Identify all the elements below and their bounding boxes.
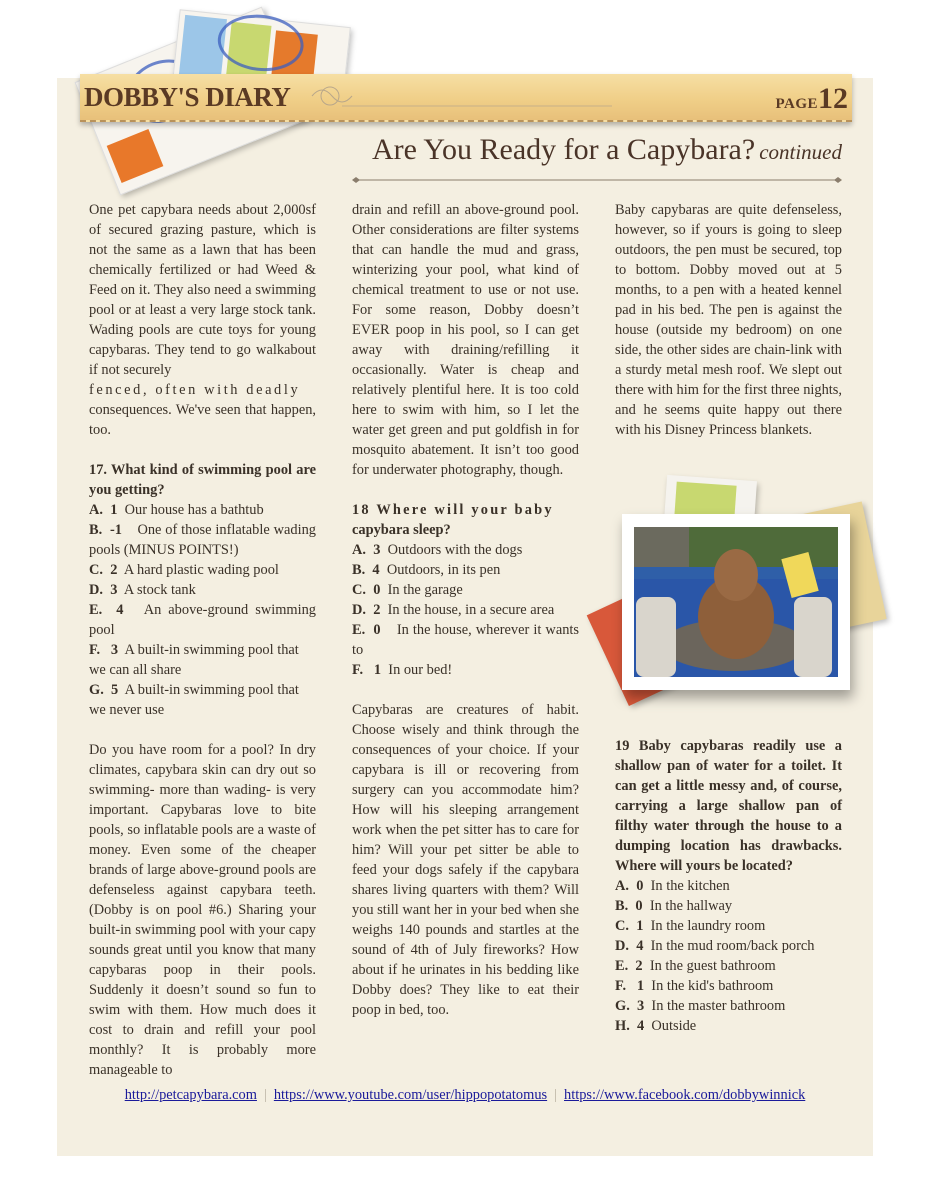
option-e <box>352 620 579 660</box>
option-label: F. <box>615 978 627 994</box>
option-f <box>89 640 316 680</box>
option-text: Outdoors, in its pen <box>386 562 501 578</box>
option-label: 0 <box>373 622 381 638</box>
option-e <box>89 600 316 640</box>
option-label: 4 <box>636 938 644 954</box>
option-label: 1 <box>636 918 644 934</box>
option-text: One of those inflatable wading pools (MINUS POINTS!) <box>89 522 316 558</box>
option-label: 2 <box>373 602 381 618</box>
column-3 <box>615 200 842 440</box>
option-label: F. <box>89 642 101 658</box>
paragraph-line: fenced, often with deadly <box>89 382 301 398</box>
option-label: E. <box>89 602 103 618</box>
option-text: An above-ground swimming pool <box>89 602 316 638</box>
option-d <box>615 936 842 956</box>
option-text: A hard plastic wading pool <box>123 562 279 578</box>
option-text: In the hallway <box>649 898 733 914</box>
brand-title: DOBBY'S DIARY <box>84 82 291 112</box>
option-label: D. <box>615 938 629 954</box>
option-c <box>352 580 579 600</box>
option-c <box>615 916 842 936</box>
option-label: 2 <box>635 958 643 974</box>
option-label: 0 <box>373 582 381 598</box>
option-label: 4 <box>637 1018 645 1034</box>
option-text: In the master bathroom <box>651 998 786 1014</box>
option-f <box>352 660 579 680</box>
article-title-continued: continued <box>759 140 842 164</box>
option-label: E. <box>352 622 366 638</box>
option-text: In the kid's bathroom <box>651 978 774 994</box>
paragraph: Do you have room for a pool? In dry climates, capybara skin can dry out so swimming- more than wading- is very important. Capybaras love to bite pools, so inflatable pools are a waste of money. Even some of the cheaper brands of large above-ground pools are defenseless against capybara teeth. (Dobby is on pool #6.) Sharing your built-in swimming pool with your capy sounds great until you know that many capybaras poop in their pools. Suddenly it doesn’t sound so fun to swim with them. How much does it cost to drain and refill your pool monthly? It is probably more manageable to <box>89 742 316 1078</box>
option-label: 3 <box>110 582 118 598</box>
option-label: H. <box>615 1018 630 1034</box>
option-label: G. <box>89 682 104 698</box>
column-3-question <box>615 736 842 1036</box>
option-label: 0 <box>635 898 643 914</box>
option-text: A built-in swimming pool that we never use <box>89 682 299 718</box>
option-c <box>89 560 316 580</box>
option-label: 1 <box>373 662 382 678</box>
flourish-ornament-icon <box>302 82 622 112</box>
option-h <box>615 1016 842 1036</box>
option-text: In the house, wherever it wants to <box>352 622 580 658</box>
option-text: In our bed! <box>388 662 453 678</box>
option-label: B. <box>352 562 366 578</box>
option-label: A. <box>352 542 366 558</box>
page-number-label <box>775 82 848 116</box>
option-label: B. <box>615 898 629 914</box>
option-text: Outdoors with the dogs <box>387 542 523 558</box>
option-text: In the kitchen <box>650 878 730 894</box>
option-label: G. <box>615 998 630 1014</box>
question-19: 19 Baby capybaras readily use a shallow pan of water for a toilet. It can get a little messy and, of course, carrying a large shallow pan of filthy water through the house to a dumping location has drawbacks. Where will yours be located? <box>615 738 842 874</box>
option-label: D. <box>352 602 366 618</box>
footer-links <box>57 1087 873 1104</box>
option-text: In the guest bathroom <box>649 958 776 974</box>
option-label: 4 <box>116 602 124 618</box>
option-label: 3 <box>637 998 645 1014</box>
option-b <box>89 520 316 560</box>
paragraph: Capybaras are creatures of habit. Choose wisely and think through the consequences of your choice. If your capybara is ill or recovering from surgery can you accommodate him? How will his sleeping arrangement work when the pet sitter has to care for him? Will your pet sitter be able to feed your dogs safely if the capybara shares living quarters with them? Will you still want her in your bed when she weighs 140 pounds and startles at the sound of 4th of July fireworks? How about if he urinates in his bedding like Dobby does? They like to eat their poop in bed, too. <box>352 702 580 1018</box>
option-label: A. <box>615 878 629 894</box>
option-label: 0 <box>636 878 644 894</box>
page-number: 12 <box>818 82 848 115</box>
option-a <box>89 500 316 520</box>
option-label: 1 <box>110 502 118 518</box>
question-17: 17. What kind of swimming pool are you getting? <box>89 462 316 498</box>
option-f <box>615 976 842 996</box>
option-label: 3 <box>110 642 119 658</box>
link-youtube[interactable]: https://www.youtube.com/user/hippopotatomus <box>273 1087 548 1103</box>
paragraph: Baby capybaras are quite defenseless, however, so if yours is going to sleep outdoors, the pen must be secured, top to bottom. Dobby moved out at 5 months, to a pen with a heated kennel pad in his bed. The pen is against the house (outside my bedroom) on one side, the other sides are chain-link with a sturdy metal mesh roof. We slept out there with him for the first three nights, and he seems quite happy out there with his Disney Princess blankets. <box>615 202 842 438</box>
option-g <box>89 680 316 720</box>
link-petcapybara[interactable]: http://petcapybara.com <box>124 1087 257 1103</box>
option-d <box>89 580 316 600</box>
option-b <box>352 560 579 580</box>
option-text: Our house has a bathtub <box>124 502 264 518</box>
option-g <box>615 996 842 1016</box>
option-e <box>615 956 842 976</box>
option-text: A stock tank <box>123 582 196 598</box>
option-label: -1 <box>109 522 122 538</box>
column-1 <box>89 200 316 1080</box>
option-text: Outside <box>651 1018 697 1034</box>
option-label: 4 <box>372 562 380 578</box>
separator: | <box>263 1087 267 1103</box>
header-banner <box>80 74 852 122</box>
separator: | <box>554 1087 558 1103</box>
option-label: C. <box>352 582 366 598</box>
link-facebook[interactable]: https://www.facebook.com/dobbywinnick <box>564 1087 806 1103</box>
paragraph: drain and refill an above-ground pool. Other considerations are filter systems that can handle the mud and grass, winterizing your pool, what kind of chemical treatment to use or not use. For some reason, Dobby doesn’t EVER poop in his pool, so I can get away with draining/refilling it occasionally. Water is cheap and relatively plentiful here. It is too cold here to swim with him, so I let the water get green and put goldfish in for mosquito abatement. It isn’t too good for underwater photography, though. <box>352 202 579 478</box>
paragraph: consequences. We've seen that happen, too. <box>89 402 316 438</box>
question-18-cont: capybara sleep? <box>352 522 451 538</box>
article-title-text: Are You Ready for a Capybara? <box>371 133 756 166</box>
option-a <box>615 876 842 896</box>
option-text: In the laundry room <box>650 918 766 934</box>
option-b <box>615 896 842 916</box>
column-2 <box>352 200 579 1020</box>
option-label: E. <box>615 958 629 974</box>
option-label: 5 <box>111 682 119 698</box>
option-label: A. <box>89 502 103 518</box>
option-label: 1 <box>636 978 645 994</box>
option-label: D. <box>89 582 103 598</box>
option-a <box>352 540 579 560</box>
option-label: B. <box>89 522 103 538</box>
photo-frame <box>622 514 850 690</box>
page-label-text: PAGE <box>775 96 818 112</box>
article-title <box>345 133 842 167</box>
option-text: In the house, in a secure area <box>387 602 555 618</box>
option-label: 3 <box>373 542 381 558</box>
option-label: 2 <box>110 562 118 578</box>
option-label: F. <box>352 662 364 678</box>
capybara-photo <box>634 527 838 677</box>
title-divider <box>352 176 842 184</box>
option-label: C. <box>615 918 629 934</box>
photo-collage <box>595 478 895 718</box>
option-d <box>352 600 579 620</box>
paragraph: One pet capybara needs about 2,000sf of secured grazing pasture, which is not the same as a lawn that has been chemically fertilized or had Weed & Feed on it. They also need a swimming pool or at least a very large stock tank. Wading pools are cute toys for young capybaras. They tend to go walkabout if not securely <box>89 202 316 378</box>
option-text: In the mud room/back porch <box>650 938 815 954</box>
option-text: A built-in swimming pool that we can all share <box>89 642 299 678</box>
question-18: 18 Where will your baby <box>352 502 554 518</box>
option-text: In the garage <box>387 582 463 598</box>
option-label: C. <box>89 562 103 578</box>
stamp <box>107 129 164 183</box>
